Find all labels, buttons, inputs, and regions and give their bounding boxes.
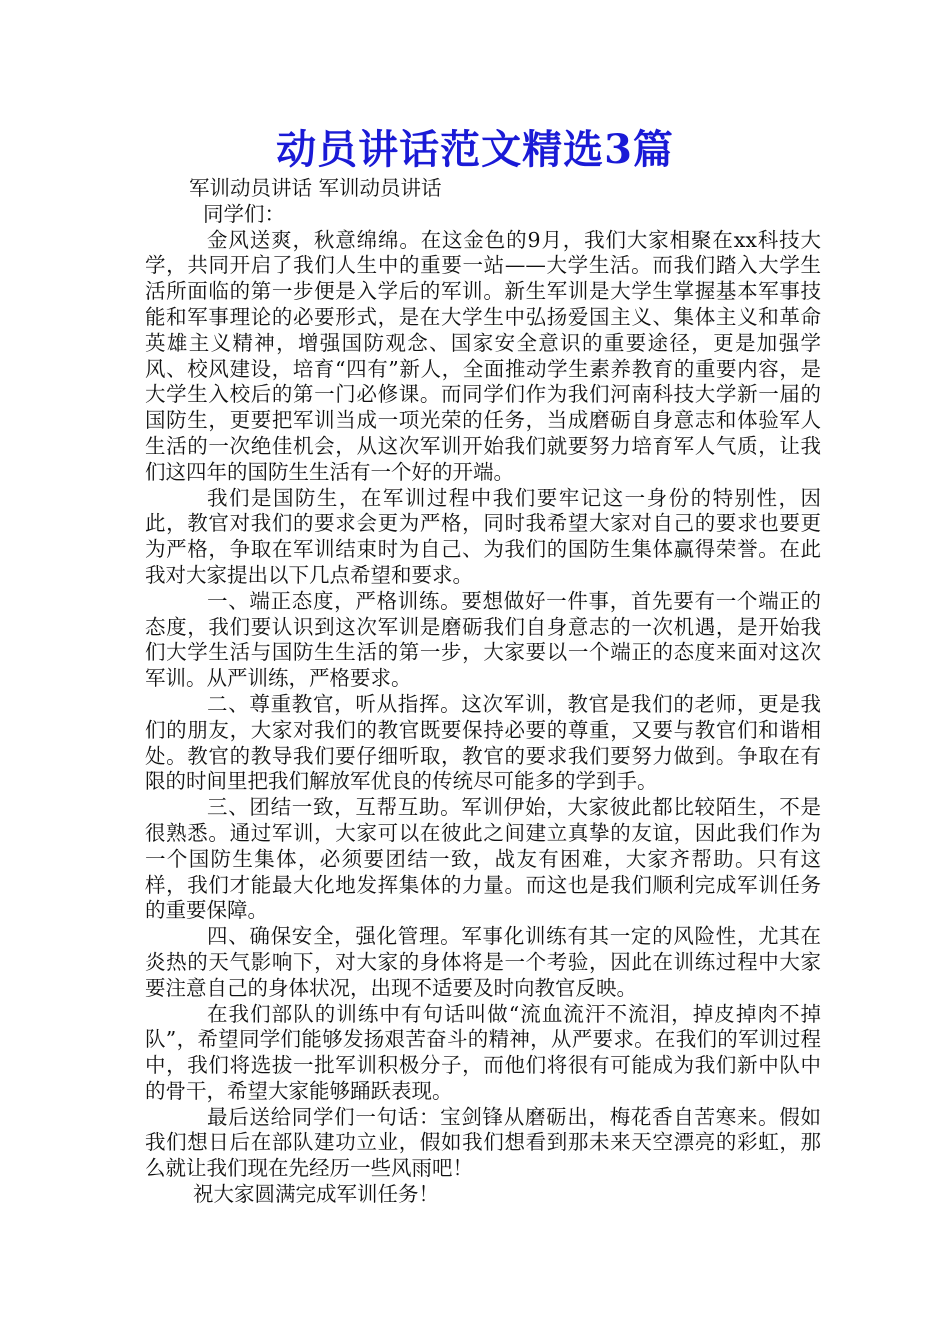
paragraph: 在我们部队的训练中有句话叫做“流血流汗不流泪，掉皮掉肉不掉队”，希望同学们能够发扬艰苦奋斗的精神，从严要求。在我们的军训过程中，我们将选拔一批军训积极分子，而他们将很有可能成为我们新中队中的骨干，希望大家能够踊跃表现。 — [145, 1001, 821, 1103]
paragraph: 金风送爽，秋意绵绵。在这金色的9月，我们大家相聚在xx科技大学，共同开启了我们人生中的重要一站——大学生活。而我们踏入大学生活所面临的第一步便是入学后的军训。新生军训是大学生掌握基本军事技能和军事理论的必要形式，是在大学生中弘扬爱国主义、集体主义和革命英雄主义精神，增强国防观念、国家安全意识的重要途径，更是加强学风、校风建设，培育“四有”新人，全面推动学生素养教育的重要内容，是大学生入校后的第一门必修课。而同学们作为我们河南科技大学新一届的国防生，更要把军训当成一项光荣的任务，当成磨砺自身意志和体验军人生活的一次绝佳机会，从这次军训开始我们就要努力培育军人气质，让我们这四年的国防生生活有一个好的开端。 — [145, 227, 821, 484]
paragraph: 一、端正态度，严格训练。要想做好一件事，首先要有一个端正的态度，我们要认识到这次军训是磨砺我们自身意志的一次机遇，是开始我们大学生活与国防生生活的第一步，大家要以一个端正的态度来面对这次军训。从严训练，严格要求。 — [145, 588, 821, 691]
document-subtitle: 军训动员讲话 军训动员讲话 — [189, 176, 442, 200]
paragraph: 三、团结一致，互帮互助。军训伊始，大家彼此都比较陌生，不是很熟悉。通过军训，大家可以在彼此之间建立真挚的友谊，因此我们作为一个国防生集体，必须要团结一致，战友有困难，大家齐帮助。只有这样，我们才能最大化地发挥集体的力量。而这也是我们顺利完成军训任务的重要保障。 — [145, 795, 821, 923]
paragraph: 二、尊重教官，听从指挥。这次军训，教官是我们的老师，更是我们的朋友，大家对我们的教官既要保持必要的尊重，又要与教官们和谐相处。教官的教导我们要仔细听取，教官的要求我们要努力做到。争取在有限的时间里把我们解放军优良的传统尽可能多的学到手。 — [145, 691, 821, 794]
paragraph: 我们是国防生，在军训过程中我们要牢记这一身份的特别性，因此，教官对我们的要求会更为严格，同时我希望大家对自己的要求也要更为严格，争取在军训结束时为自己、为我们的国防生集体赢得荣誉。在此我对大家提出以下几点希望和要求。 — [145, 485, 821, 587]
closing-line: 祝大家圆满完成军训任务！ — [193, 1182, 439, 1207]
document-body — [145, 176, 821, 1208]
document-title: 动员讲话范文精选3篇 — [276, 126, 674, 173]
greeting-line: 同学们： — [203, 201, 285, 226]
paragraph: 四、确保安全，强化管理。军事化训练有其一定的风险性，尤其在炎热的天气影响下，对大家的身体将是一个考验，因此在训练过程中大家要注意自己的身体状况，出现不适要及时向教官反映。 — [145, 924, 821, 1000]
paragraph: 最后送给同学们一句话：宝剑锋从磨砺出，梅花香自苦寒来。假如我们想日后在部队建功立业，假如我们想看到那未来天空漂亮的彩虹，那么就让我们现在先经历一些风雨吧！ — [145, 1104, 821, 1181]
